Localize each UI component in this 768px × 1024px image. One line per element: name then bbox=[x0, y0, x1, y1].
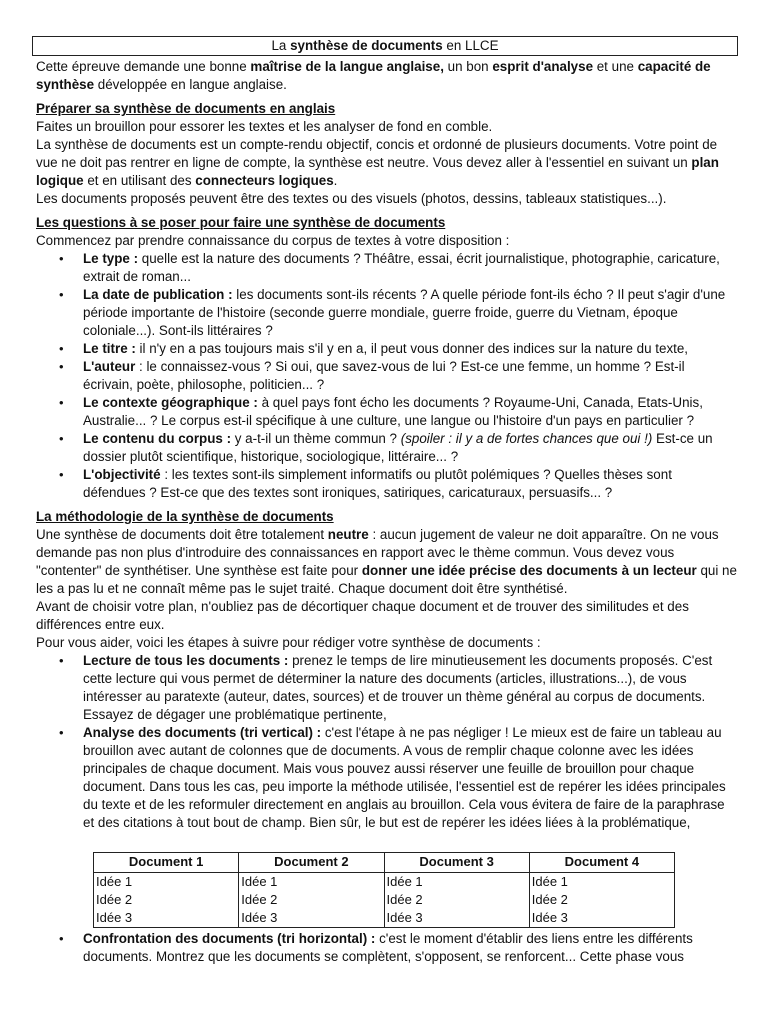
title-pre: La bbox=[271, 38, 291, 53]
intro-paragraph bbox=[36, 58, 738, 94]
bold-text: La date de publication : bbox=[83, 287, 233, 302]
bold-text: Le contexte géographique : bbox=[83, 395, 258, 410]
bold-text: esprit d'analyse bbox=[492, 59, 594, 74]
text-run: qui ne les a pas lu et ne connaît même pas le sujet traité. Chaque document doit être synthétisé. bbox=[36, 563, 737, 596]
table-cell bbox=[94, 873, 239, 928]
bold-text: Le titre : bbox=[83, 341, 136, 356]
text-run: Cette épreuve demande une bonne bbox=[36, 59, 251, 74]
document-content bbox=[36, 36, 738, 966]
bold-text: neutre bbox=[327, 527, 369, 542]
column-header: Document 3 bbox=[384, 853, 529, 873]
paragraph bbox=[36, 598, 738, 634]
italic-text: (spoiler : il y a de fortes chances que oui !) bbox=[400, 431, 653, 446]
text-run: y a-t-il un thème commun ? bbox=[231, 431, 401, 446]
text-run: les documents sont-ils récents ? A quelle période font-ils écho ? Il peut s'agir d'une période importante de l'histoire (seconde guerre mondiale, guerre froide, guerre du Vietnam, époque coloniale...). Sont-ils littéraires ? bbox=[83, 287, 726, 338]
text-run: Est-ce un dossier plutôt scientifique, historique, sociologique, littéraire... ? bbox=[83, 431, 713, 464]
paragraph bbox=[36, 190, 738, 208]
column-header: Document 2 bbox=[239, 853, 384, 873]
bold-text: maîtrise de la langue anglaise, bbox=[250, 59, 444, 74]
cell-line: Idée 3 bbox=[386, 910, 423, 925]
text-run: et une bbox=[593, 59, 638, 74]
list-item bbox=[83, 652, 738, 724]
text-run: Pour vous aider, voici les étapes à suivre pour rédiger votre synthèse de documents : bbox=[36, 635, 541, 650]
cell-line: Idée 2 bbox=[96, 892, 133, 907]
cell-line: Idée 3 bbox=[531, 910, 568, 925]
list-item bbox=[83, 358, 738, 394]
steps-list bbox=[36, 652, 738, 832]
text-run: à quel pays font écho les documents ? Royaume-Uni, Canada, Etats-Unis, Australie... ? Le corpus est-il spécifique à une culture, une langue ou l'histoire d'un pays en particulier ? bbox=[83, 395, 703, 428]
text-run: c'est l'étape à ne pas négliger ! Le mieux est de faire un tableau au brouillon avec autant de colonnes que de documents. A vous de remplir chaque colonne avec les idées principales de chaque document. Mais vous pouvez aussi réserver une feuille de brouillon pour chaque document. Dans tous les cas, peu importe la méthode utilisée, l'essentiel est de repérer les idées principales du texte et de les reformuler directement en anglais au brouillon. Cela vous évitera de faire de la paraphrase et des citations à tout bout de champ. Bien sûr, le but est de repérer les idées liées à la problématique, bbox=[83, 725, 726, 830]
cell-line: Idée 3 bbox=[96, 910, 133, 925]
section-heading-methodology: La méthodologie de la synthèse de documents bbox=[36, 509, 334, 524]
cell-line: Idée 2 bbox=[241, 892, 278, 907]
text-run: : le connaissez-vous ? Si oui, que savez-vous de lui ? Est-ce une femme, un homme ? Est-il écrivain, poète, philosophe, politicien... ? bbox=[83, 359, 685, 392]
table-cell bbox=[239, 873, 384, 928]
bold-text: capacité de synthèse bbox=[36, 59, 711, 92]
bold-text: Le type : bbox=[83, 251, 139, 266]
text-run: quelle est la nature des documents ? Théâtre, essai, écrit journalistique, photographie, caricature, extrait de roman... bbox=[83, 251, 720, 284]
bold-text: Lecture de tous les documents : bbox=[83, 653, 289, 668]
cell-line: Idée 2 bbox=[386, 892, 423, 907]
column-header: Document 4 bbox=[529, 853, 674, 873]
bold-text: L'objectivité bbox=[83, 467, 161, 482]
text-run: Faites un brouillon pour essorer les textes et les analyser de fond en comble. bbox=[36, 119, 493, 134]
section-prepare bbox=[36, 100, 738, 208]
paragraph bbox=[36, 526, 738, 598]
bold-text: plan logique bbox=[36, 155, 719, 188]
paragraph bbox=[36, 136, 738, 190]
section-heading-questions: Les questions à se poser pour faire une synthèse de documents bbox=[36, 215, 446, 230]
table-row bbox=[94, 873, 675, 928]
page-title bbox=[32, 36, 738, 56]
list-item bbox=[83, 930, 738, 966]
text-run: Une synthèse de documents doit être totalement bbox=[36, 527, 328, 542]
section-methodology bbox=[36, 508, 738, 966]
column-header: Document 1 bbox=[94, 853, 239, 873]
cell-line: Idée 1 bbox=[531, 874, 568, 889]
text-run: développée en langue anglaise. bbox=[94, 77, 287, 92]
cell-line: Idée 3 bbox=[241, 910, 278, 925]
table-cell bbox=[529, 873, 674, 928]
text-run: . bbox=[333, 173, 338, 188]
text-run: : les textes sont-ils simplement informatifs ou plutôt polémiques ? Quelles thèses sont défendues ? Est-ce que des textes sont ironiques, satiriques, caricaturaux, persuasifs... ? bbox=[83, 467, 672, 500]
cell-line: Idée 1 bbox=[386, 874, 423, 889]
list-item bbox=[83, 250, 738, 286]
section-questions bbox=[36, 214, 738, 502]
section-heading-prepare: Préparer sa synthèse de documents en anglais bbox=[36, 101, 336, 116]
documents-table bbox=[93, 852, 675, 928]
cell-line: Idée 2 bbox=[531, 892, 568, 907]
text-run: Les documents proposés peuvent être des textes ou des visuels (photos, dessins, tableaux statistiques...). bbox=[36, 191, 667, 206]
title-post: en LLCE bbox=[442, 38, 499, 53]
cell-line: Idée 1 bbox=[241, 874, 278, 889]
paragraph bbox=[36, 634, 738, 652]
table-header-row bbox=[94, 853, 675, 873]
text-run: : aucun jugement de valeur ne doit apparaître. On ne vous demande pas non plus d'introduire des connaissances en rapport avec le thème commun. Vous devez vous "contenter" de synthétiser. Une synthèse est faite pour bbox=[36, 527, 719, 578]
table-cell bbox=[384, 873, 529, 928]
list-item bbox=[83, 286, 738, 340]
text-run: prenez le temps de lire minutieusement les documents proposés. C'est cette lecture qui vous permet de déterminer la nature des documents (articles, illustrations...), de vous intéresser au paratexte (auteur, dates, sources) et de trouver un thème général au corpus de documents. Essayez de dégager une problématique pertinente, bbox=[83, 653, 713, 722]
cell-line: Idée 1 bbox=[96, 874, 133, 889]
bold-text: Confrontation des documents (tri horizontal) : bbox=[83, 931, 376, 946]
bold-text: L'auteur bbox=[83, 359, 136, 374]
list-item bbox=[83, 340, 738, 358]
text-run: La synthèse de documents est un compte-rendu objectif, concis et ordonné de plusieurs documents. Votre point de vue ne doit pas rentrer en ligne de compte, la synthèse est neutre. Vous devez aller à l'essentiel en suivant un bbox=[36, 137, 718, 170]
text-run: et en utilisant des bbox=[83, 173, 196, 188]
text-run: Avant de choisir votre plan, n'oubliez pas de décortiquer chaque document et de trouver des similitudes et des différences entre eux. bbox=[36, 599, 689, 632]
title-bold: synthèse de documents bbox=[290, 38, 443, 53]
steps-list-continued bbox=[36, 930, 738, 966]
bold-text: Analyse des documents (tri vertical) : bbox=[83, 725, 322, 740]
list-item bbox=[83, 394, 738, 430]
list-item bbox=[83, 724, 738, 832]
list-item bbox=[83, 430, 738, 466]
bold-text: donner une idée précise des documents à un lecteur bbox=[361, 563, 697, 578]
bold-text: Le contenu du corpus : bbox=[83, 431, 232, 446]
list-item bbox=[83, 466, 738, 502]
questions-list bbox=[36, 250, 738, 502]
lead-paragraph: Commencez par prendre connaissance du corpus de textes à votre disposition : bbox=[36, 233, 510, 248]
paragraph bbox=[36, 118, 738, 136]
text-run: un bon bbox=[443, 59, 493, 74]
text-run: il n'y en a pas toujours mais s'il y en a, il peut vous donner des indices sur la nature du texte, bbox=[135, 341, 689, 356]
text-run: c'est le moment d'établir des liens entre les différents documents. Montrez que les documents se complètent, s'opposent, se renforcent... Cette phase vous bbox=[83, 931, 693, 964]
bold-text: connecteurs logiques bbox=[195, 173, 334, 188]
